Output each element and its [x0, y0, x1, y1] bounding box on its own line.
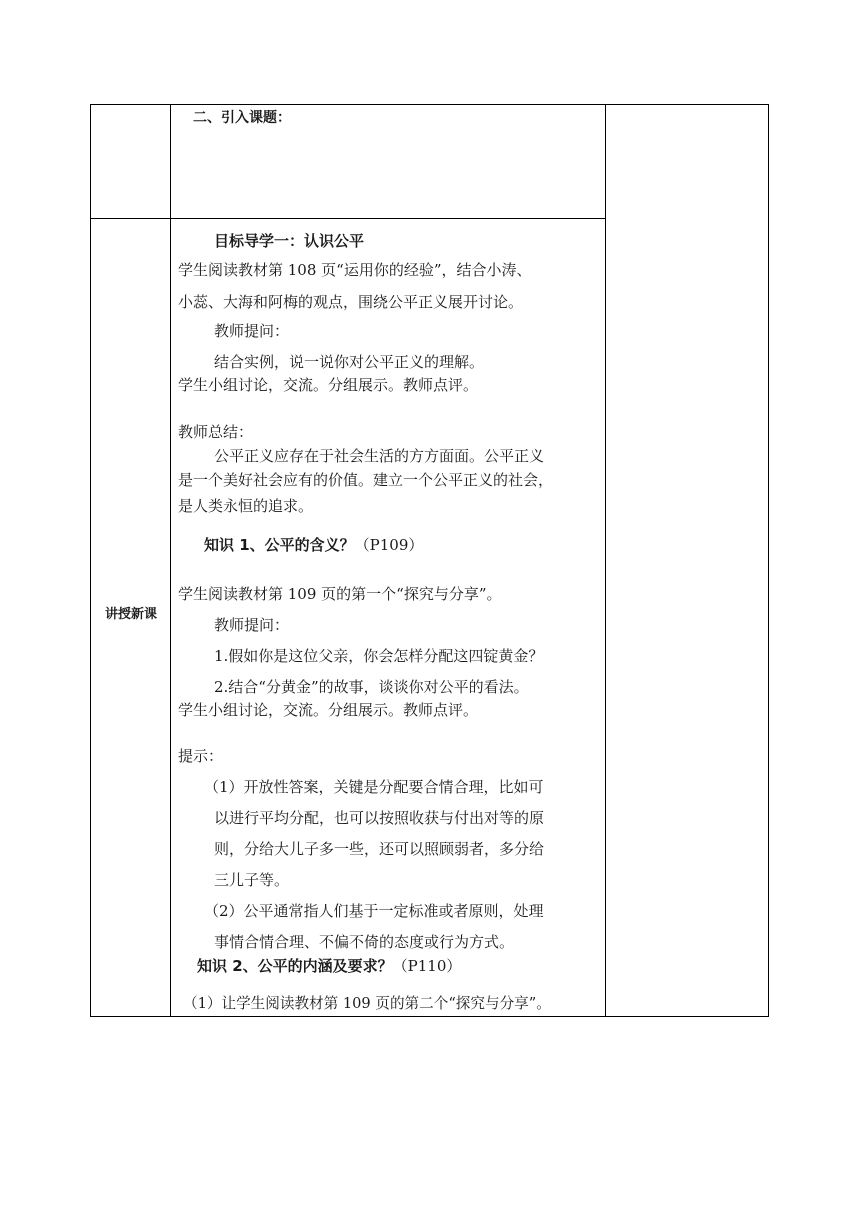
teacher-ask-1: 教师提问： — [214, 322, 290, 340]
knowledge-2-ref: （P110） — [392, 957, 462, 975]
knowledge-2-title: 知识 2、公平的内涵及要求？ — [197, 957, 393, 975]
knowledge-2-heading — [197, 956, 461, 976]
reading-1-line-1: 学生阅读教材第 108 页“运用你的经验”，结合小涛、 — [178, 261, 532, 279]
teacher-ask-2: 教师提问： — [214, 616, 290, 634]
lesson-table — [90, 104, 769, 1017]
reading-2: 学生阅读教材第 109 页的第一个“探究与分享”。 — [178, 585, 502, 603]
summary-line-2: 是一个美好社会应有的价值。建立一个公平正义的社会， — [178, 471, 554, 489]
hint-2-line-1: （2）公平通常指人们基于一定标准或者原则，处理 — [204, 902, 544, 920]
column-divider-right — [605, 105, 606, 1016]
hint-label: 提示： — [178, 747, 224, 765]
teacher-summary-label: 教师总结： — [178, 423, 254, 441]
question-2a: 1.假如你是这位父亲，你会怎样分配这四锭黄金？ — [214, 647, 544, 665]
reading-3: （1）让学生阅读教材第 109 页的第二个“探究与分享”。 — [183, 995, 551, 1012]
knowledge-1-ref: （P109） — [354, 536, 424, 554]
knowledge-1-heading — [204, 535, 423, 555]
hint-2-line-2: 事情合情合理、不偏不倚的态度或行为方式。 — [214, 933, 515, 951]
summary-line-3: 是人类永恒的追求。 — [178, 497, 314, 515]
discussion-1: 学生小组讨论，交流。分组展示。教师点评。 — [178, 376, 479, 394]
column-divider-left — [170, 105, 171, 1016]
reading-1-line-2: 小蕊、大海和阿梅的观点，围绕公平正义展开讨论。 — [178, 293, 524, 311]
hint-1-line-4: 三儿子等。 — [214, 871, 290, 889]
discussion-2: 学生小组讨论，交流。分组展示。教师点评。 — [178, 701, 479, 719]
goal-heading: 目标导学一：认识公平 — [214, 232, 365, 250]
row-divider — [91, 218, 606, 219]
hint-1-line-1: （1）开放性答案，关键是分配要合情合理，比如可 — [204, 778, 544, 796]
hint-1-line-2: 以进行平均分配，也可以按照收获与付出对等的原 — [214, 809, 545, 827]
row-label: 讲授新课 — [104, 607, 157, 622]
knowledge-1-title: 知识 1、公平的含义？ — [204, 536, 355, 554]
question-2b: 2.结合“分黄金”的故事，谈谈你对公平的看法。 — [214, 678, 529, 696]
question-1: 结合实例，说一说你对公平正义的理解。 — [214, 353, 485, 371]
intro-heading: 二、引入课题： — [193, 110, 291, 126]
hint-1-line-3: 则，分给大儿子多一些，还可以照顾弱者，多分给 — [214, 840, 545, 858]
summary-line-1: 公平正义应存在于社会生活的方方面面。公平正义 — [214, 447, 545, 465]
